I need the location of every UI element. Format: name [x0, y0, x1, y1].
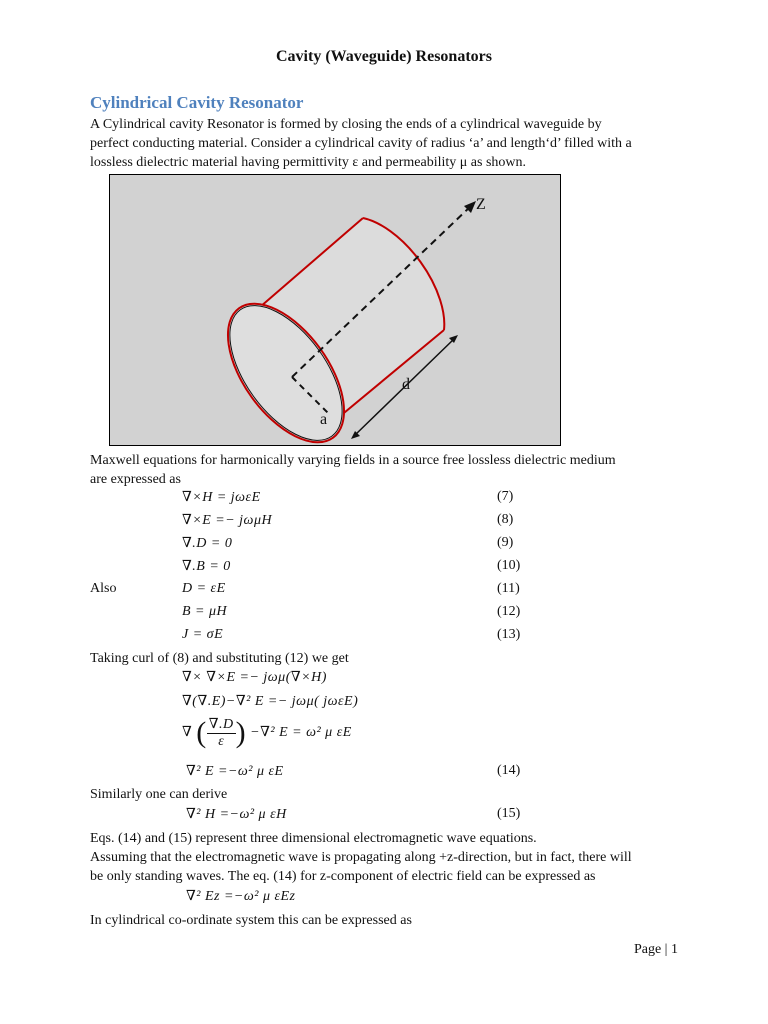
- z-axis-label: Z: [476, 196, 486, 213]
- length-label: d: [402, 376, 410, 393]
- equation-15-number: (15): [497, 806, 521, 821]
- equation-row: [90, 581, 590, 603]
- intro-line-3: lossless dielectric material having permittivity ε and permeability μ as shown.: [90, 155, 527, 170]
- maxwell-intro-line-1: Maxwell equations for harmonically varying fields in a source free lossless dielectric medium: [90, 453, 616, 468]
- section-heading: Cylindrical Cavity Resonator: [90, 93, 304, 112]
- intro-paragraph: [90, 115, 690, 172]
- intro-line-1: A Cylindrical cavity Resonator is formed by closing the ends of a cylindrical waveguide by: [90, 117, 602, 132]
- equation-row: [90, 512, 590, 534]
- similarly-text: Similarly one can derive: [90, 787, 228, 802]
- radius-label: a: [320, 411, 328, 428]
- equation-number: (10): [497, 558, 521, 573]
- fraction: [207, 716, 236, 750]
- cylinder-figure: [109, 174, 561, 446]
- derivation-line-2: [90, 693, 590, 715]
- cylinder-diagram: [110, 175, 562, 447]
- equation-row: [90, 604, 590, 626]
- derivation-line-3: [90, 716, 590, 756]
- equation-number: (7): [497, 489, 514, 504]
- maxwell-intro-line-2: are expressed as: [90, 472, 181, 487]
- page-number: Page | 1: [633, 942, 678, 957]
- equation-expression: ∇×E =− jωμH: [182, 513, 273, 528]
- derivation-fraction-expression: ∇ ( $\frac{\nabla.D}{\varepsilon}$ ) −∇² E = ω² μ εE: [182, 716, 352, 749]
- equation-15-expression: ∇² H =−ω² μ εH: [186, 807, 287, 822]
- intro-line-2: perfect conducting material. Consider a cylindrical cavity of radius ‘a’ and length‘d’ filled with a: [90, 136, 632, 151]
- equation-15-row: [90, 806, 590, 828]
- equation-expression: ∇×H = jωεE: [182, 490, 261, 505]
- derivation-fraction-rest: −∇² E = ω² μ εE: [250, 725, 352, 741]
- ez-equation-expression: ∇² Ez =−ω² μ εEz: [186, 889, 296, 904]
- derivation-expression: ∇× ∇×E =− jωμ(∇×H): [182, 670, 327, 685]
- equation-number: (12): [497, 604, 521, 619]
- closing-line-1: Eqs. (14) and (15) represent three dimensional electromagnetic wave equations.: [90, 831, 537, 846]
- equation-number: (13): [497, 627, 521, 642]
- closing-line-2: Assuming that the electromagnetic wave is propagating along +z-direction, but in fact, there will: [90, 850, 632, 865]
- equation-row: [90, 627, 590, 649]
- closing-paragraph: [90, 829, 690, 886]
- derivation-expression: ∇(∇.E)−∇² E =− jωμ( jωεE): [182, 694, 359, 709]
- equation-row: [90, 535, 590, 557]
- equation-14-row: [90, 763, 590, 785]
- ez-equation-row: [90, 888, 590, 910]
- equation-number: (9): [497, 535, 514, 550]
- fraction-numerator: ∇.D: [208, 717, 234, 732]
- equation-expression: D = εE: [182, 581, 226, 596]
- equation-number: (8): [497, 512, 514, 527]
- closing-line-3: be only standing waves. The eq. (14) for z-component of electric field can be expressed as: [90, 869, 596, 884]
- equation-prefix: Also: [90, 581, 117, 596]
- cylindrical-text: In cylindrical co-ordinate system this can be expressed as: [90, 913, 412, 928]
- derivation-line-1: [90, 669, 590, 691]
- curl-intro: Taking curl of (8) and substituting (12) we get: [90, 651, 349, 666]
- equation-14-expression: ∇² E =−ω² μ εE: [186, 764, 284, 779]
- equation-row: [90, 558, 590, 580]
- equation-expression: J = σE: [182, 627, 224, 642]
- equation-expression: ∇.B = 0: [182, 559, 231, 574]
- fraction-denominator: ε: [218, 734, 225, 749]
- equation-expression: ∇.D = 0: [182, 536, 233, 551]
- equation-row: [90, 489, 590, 511]
- maxwell-intro: [90, 451, 690, 489]
- equation-expression: B = μH: [182, 604, 228, 619]
- equation-14-number: (14): [497, 763, 521, 778]
- page-title: Cavity (Waveguide) Resonators: [276, 48, 492, 65]
- equation-number: (11): [497, 581, 520, 596]
